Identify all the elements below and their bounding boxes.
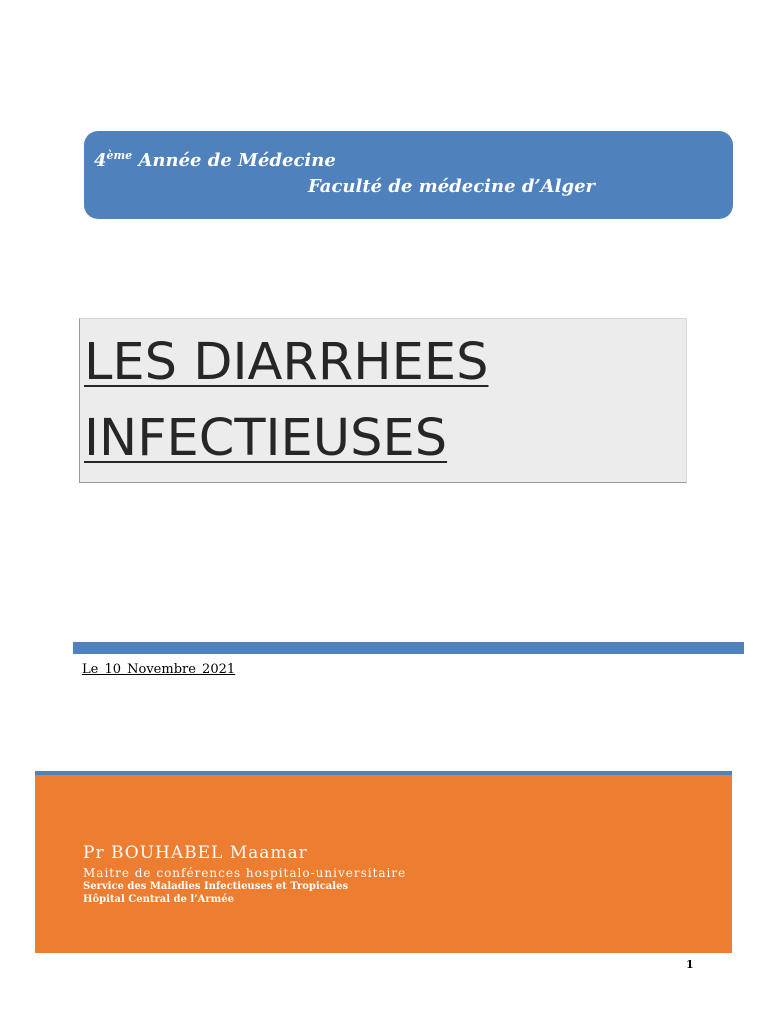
title-box	[79, 318, 687, 483]
year-superscript: ème	[106, 149, 133, 162]
year-text: Année de Médecine	[132, 150, 336, 171]
document-title-line-2: INFECTIEUSES	[84, 409, 448, 468]
faculty-label: Faculté de médecine d’Alger	[308, 176, 595, 197]
year-label	[94, 150, 336, 171]
page-number: 1	[686, 958, 694, 971]
header-banner	[84, 131, 733, 219]
author-block	[35, 775, 732, 953]
author-name: Pr BOUHABEL Maamar	[83, 843, 308, 863]
author-service: Service des Maladies Infectieuses et Tropicales	[83, 881, 349, 892]
divider-rule	[73, 642, 744, 654]
author-hospital: Hôpital Central de l’Armée	[83, 894, 234, 905]
document-date: Le 10 Novembre 2021	[82, 662, 236, 677]
year-number: 4	[94, 150, 107, 171]
document-title-line-1: LES DIARRHEES	[84, 333, 489, 392]
author-role: Maitre de conférences hospitalo-universitaire	[83, 866, 407, 880]
